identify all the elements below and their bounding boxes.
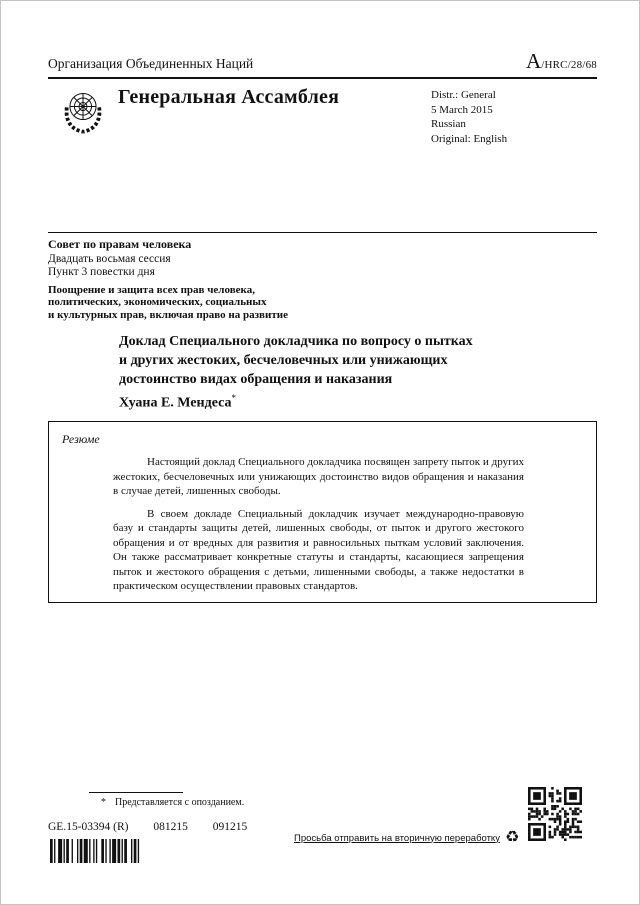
- agenda-title-line: и культурных прав, включая право на развитие: [48, 309, 288, 322]
- footnote-marker-ref: *: [231, 393, 236, 403]
- agenda-title-line: политических, экономических, социальных: [48, 296, 267, 309]
- un-emblem-icon: [56, 84, 110, 138]
- reissue-code-1: 081215: [153, 821, 188, 833]
- summary-box: [48, 421, 597, 603]
- document-title-line: достоинство видах обращения и наказания: [119, 372, 393, 387]
- date-line: 5 March 2015: [431, 103, 493, 116]
- recycle-text: Просьба отправить на вторичную переработку: [294, 832, 500, 844]
- footnote-rule: [89, 792, 183, 793]
- doc-symbol-number: /HRC/28/68: [541, 59, 597, 71]
- document-code-line: [48, 821, 269, 833]
- document-title-line: Доклад Специального докладчика по вопросу о пытках: [119, 334, 473, 349]
- distr-line: Distr.: General: [431, 89, 496, 101]
- document-title-line: [119, 389, 473, 413]
- org-name: Организация Объединенных Наций: [48, 56, 254, 71]
- doc-symbol: [526, 51, 597, 72]
- author-name: Хуана Е. Мендеса: [119, 395, 232, 411]
- session-number: Двадцать восьмая сессия: [48, 252, 171, 265]
- doc-symbol-series: A: [526, 49, 542, 73]
- footnote: [101, 797, 244, 808]
- footnote-text: Представляется с опозданием.: [115, 797, 245, 808]
- separator-rule: [48, 232, 597, 233]
- ge-number: GE.15-03394 (R): [48, 821, 129, 833]
- agenda-item: Пункт 3 повестки дня: [48, 266, 155, 278]
- summary-heading: Резюме: [62, 432, 100, 446]
- footnote-marker: *: [101, 797, 106, 808]
- document-title-line: и других жестоких, бесчеловечных или унижающих: [119, 353, 448, 368]
- distribution-info: [431, 88, 507, 146]
- agenda-title-line: Поощрение и защита всех прав человека,: [48, 283, 255, 296]
- reissue-code-2: 091215: [212, 821, 248, 833]
- document-title: [119, 332, 473, 413]
- summary-paragraph: Настоящий доклад Специального докладчика посвящен запрету пыток и других жестоких, бесчеловечных или унижающих достоинство видов обращения и наказания в случае детей, лишенных свободы.: [113, 456, 524, 497]
- agenda-title: [48, 284, 288, 322]
- council-name: Совет по правам человека: [48, 237, 192, 251]
- masthead-title: Генеральная Ассамблея: [118, 86, 340, 108]
- original-line: Original: English: [431, 132, 508, 145]
- summary-paragraph: В своем докладе Специальный докладчик изучает международно-правовую базу и стандарты защиты детей, лишенных свободы, от пыток и другого жестокого обращения и от вредных для развития и равносильных пыткам условий заключения. Он также рассматривает конкретные статуты и стандарты, касающиеся запрещения пыток и жестокого обращения с детьми, лишенными свободы, а также недостатки в практическом осуществлении правовых стандартов.: [113, 507, 524, 592]
- qr-code: [528, 787, 582, 841]
- header-rule: [48, 77, 597, 79]
- barcode: [48, 839, 160, 868]
- session-block: [48, 238, 288, 322]
- document-header: [48, 51, 597, 72]
- recycle-note: [294, 830, 519, 846]
- language-line: Russian: [431, 118, 466, 130]
- recycle-icon: ♻: [504, 829, 520, 846]
